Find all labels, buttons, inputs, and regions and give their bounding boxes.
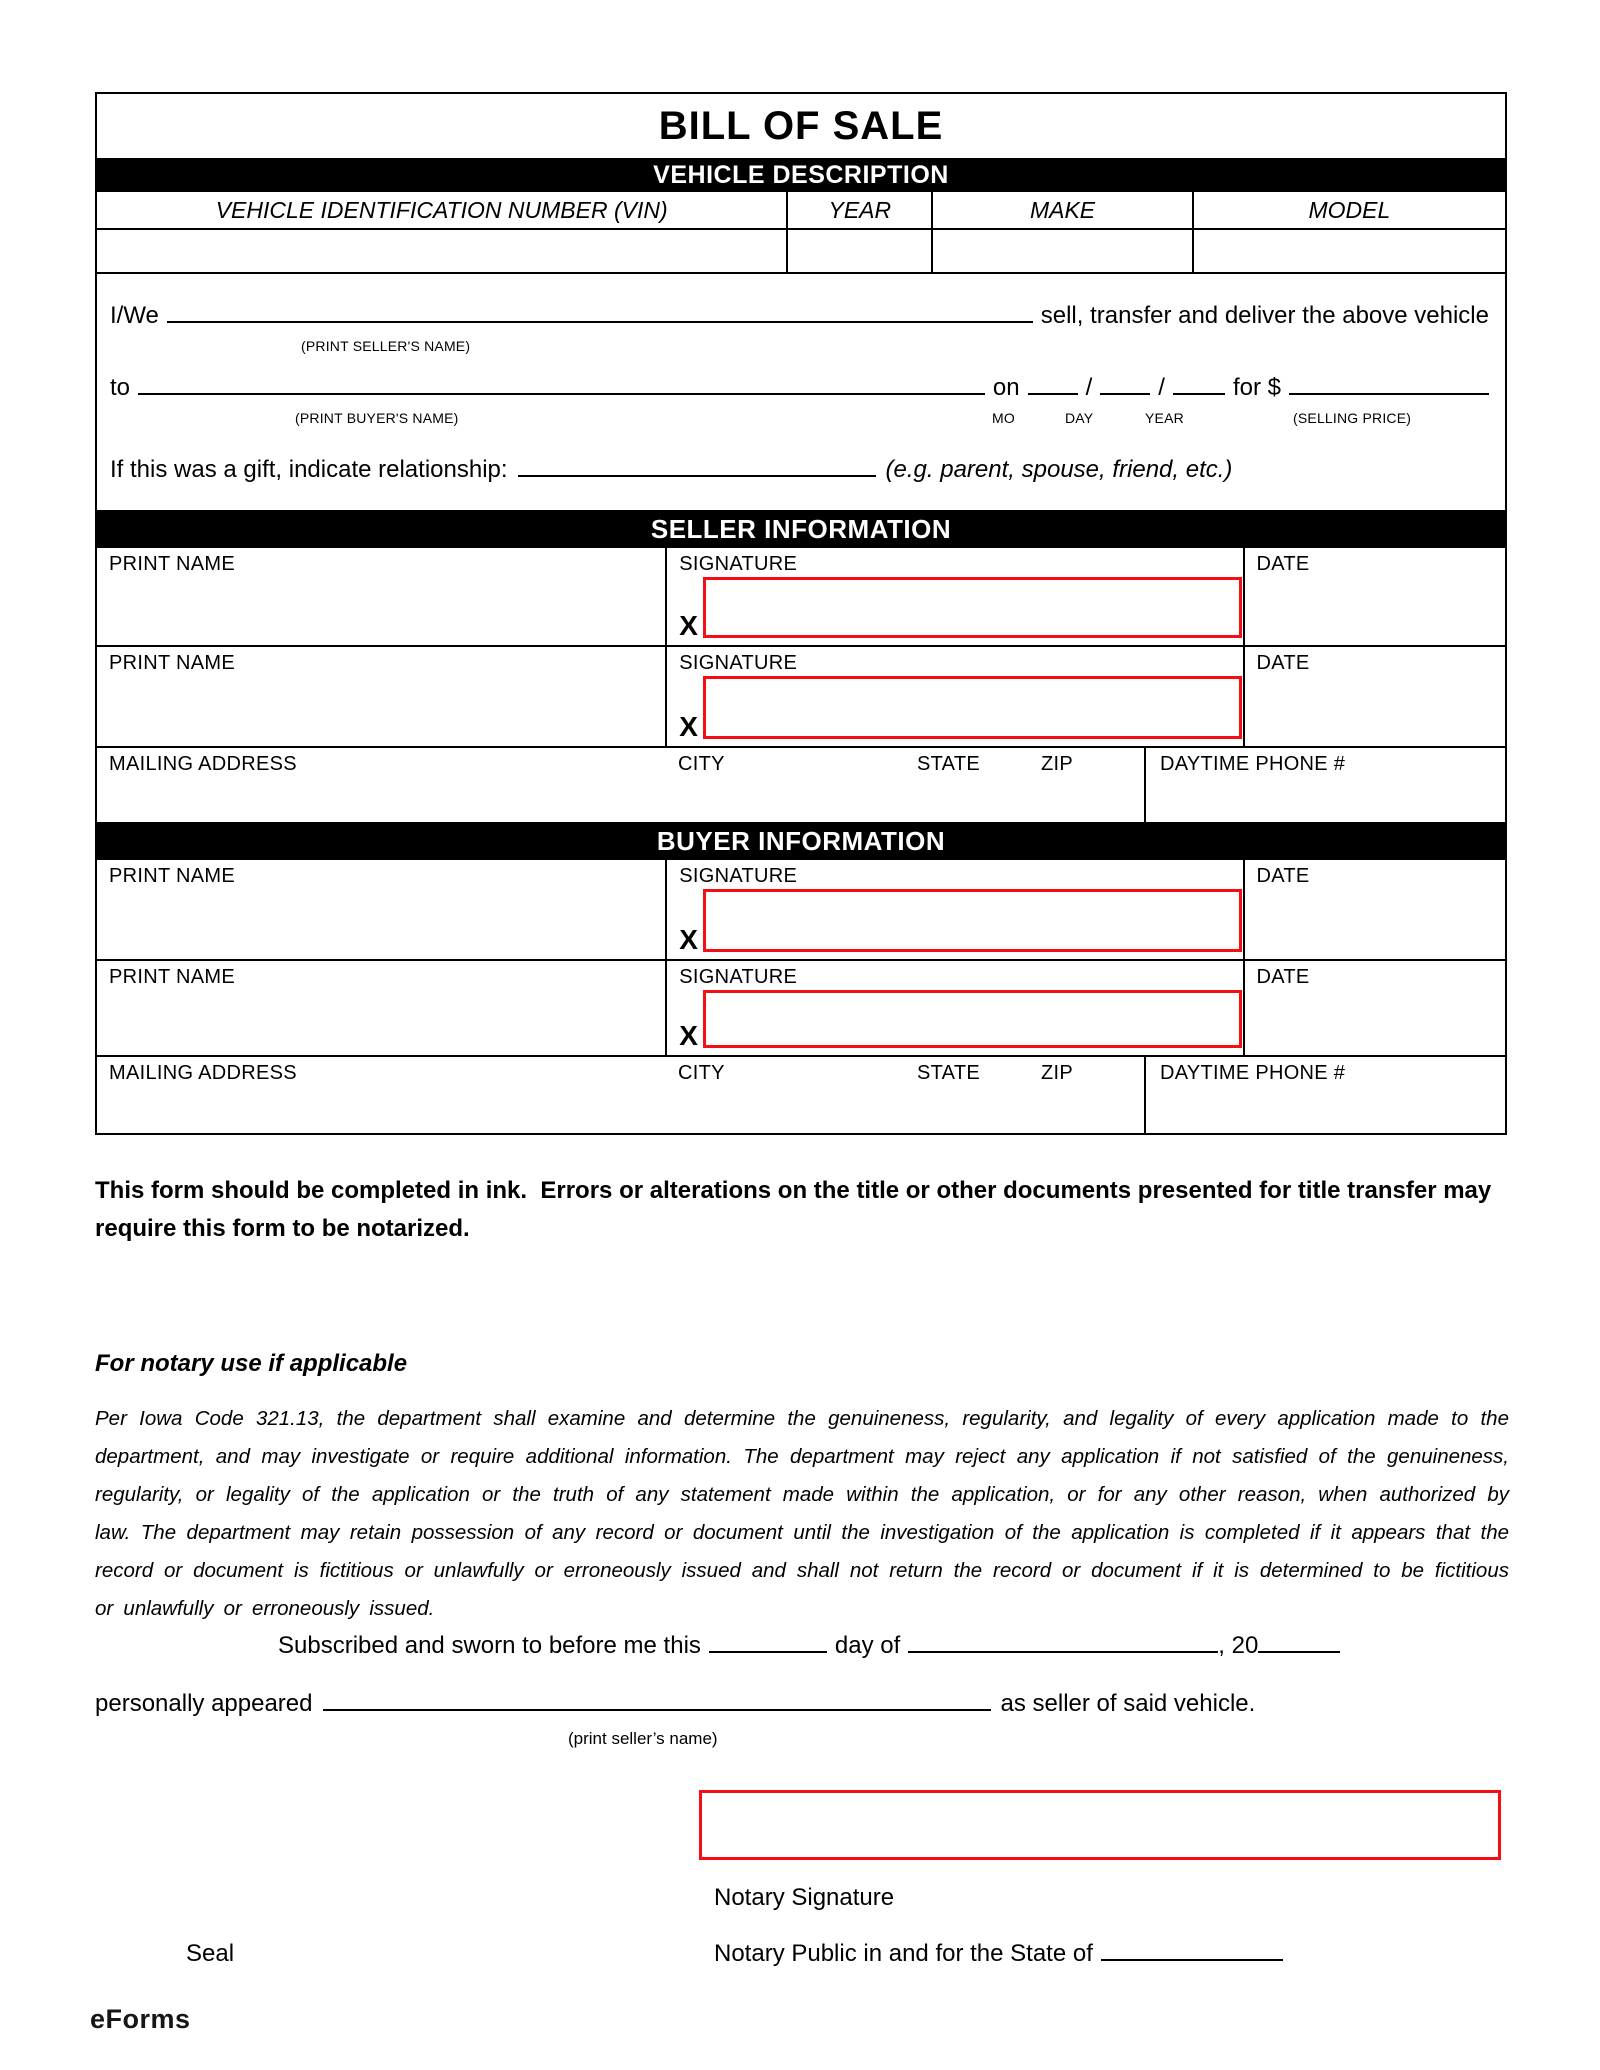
seller-phone-cell: DAYTIME PHONE # — [1159, 753, 1346, 775]
seal-label: Seal — [186, 1940, 235, 1967]
state-label: STATE — [917, 1062, 980, 1084]
notary-signature-field[interactable] — [699, 1790, 1501, 1860]
sell-transfer-text: sell, transfer and deliver the above vehicle — [1040, 302, 1489, 329]
buyer-signature-cell-2 — [667, 961, 1244, 1055]
buyer-print-name-1: PRINT NAME — [97, 860, 667, 959]
buyer-phone-cell: DAYTIME PHONE # — [1159, 1062, 1346, 1084]
notary-state-blank — [1101, 1957, 1283, 1961]
on-label: on — [992, 374, 1020, 401]
gift-line — [110, 456, 1232, 484]
model-column-header: MODEL — [1308, 196, 1391, 223]
gift-hint: (e.g. parent, spouse, friend, etc.) — [885, 456, 1233, 483]
sworn-statement-line — [278, 1632, 1340, 1660]
bill-of-sale-form — [95, 92, 1507, 1135]
gift-label: If this was a gift, indicate relationship: — [110, 456, 508, 483]
zip-label: ZIP — [1041, 1062, 1074, 1084]
print-seller-name-caption: (PRINT SELLER'S NAME) — [301, 338, 471, 354]
year-caption: YEAR — [1145, 410, 1184, 426]
vin-input-cell[interactable] — [97, 230, 788, 272]
buyer-row-1 — [97, 860, 1505, 961]
notary-public-label: Notary Public in and for the State of — [714, 1940, 1093, 1967]
seller-row-1 — [97, 548, 1505, 647]
to-label: to — [110, 374, 131, 401]
iwe-label: I/We — [110, 302, 159, 329]
buyer-signature-field-2[interactable] — [703, 990, 1241, 1048]
appeared-prefix: personally appeared — [95, 1690, 313, 1717]
personally-appeared-line — [95, 1690, 1255, 1718]
signature-label: SIGNATURE — [679, 966, 798, 988]
model-input-cell[interactable] — [1194, 230, 1505, 272]
date-slash-2: / — [1158, 374, 1165, 401]
seller-signature-cell-2 — [667, 647, 1244, 746]
seller-signature-cell-1 — [667, 548, 1244, 645]
buyer-print-name-2: PRINT NAME — [97, 961, 667, 1055]
x-mark: X — [679, 711, 699, 742]
notary-public-line — [714, 1940, 1283, 1968]
price-blank — [1289, 391, 1489, 395]
city-label: CITY — [678, 1062, 725, 1084]
buyer-name-blank — [138, 391, 985, 395]
seller-line — [110, 302, 1489, 330]
form-title-row — [97, 94, 1505, 158]
sworn-month-blank — [908, 1649, 1218, 1653]
gift-relationship-blank — [518, 473, 876, 477]
signature-label: SIGNATURE — [679, 865, 798, 887]
vehicle-table-header — [97, 192, 1505, 230]
buyer-date-1: DATE — [1256, 865, 1310, 887]
seller-date-2: DATE — [1256, 652, 1310, 674]
mailing-address-label: MAILING ADDRESS — [109, 1062, 297, 1084]
seller-information-bar: SELLER INFORMATION — [97, 510, 1505, 548]
buyer-row-2 — [97, 961, 1505, 1057]
sworn-prefix: Subscribed and sworn to before me this — [278, 1632, 701, 1659]
notary-use-heading: For notary use if applicable — [95, 1350, 408, 1377]
sworn-day-blank — [709, 1649, 827, 1653]
vin-column-header: VEHICLE IDENTIFICATION NUMBER (VIN) — [97, 192, 788, 228]
zip-label: ZIP — [1041, 753, 1074, 775]
seller-mailing-row — [97, 748, 1505, 822]
ink-notice: This form should be completed in ink. Errors or alterations on the title or other documents presented for title transfer may require this form to be notarized. — [95, 1177, 1492, 1242]
signature-label: SIGNATURE — [679, 553, 798, 575]
seller-mailing-cell — [97, 748, 1146, 822]
make-input-cell[interactable] — [933, 230, 1193, 272]
as-seller-text: as seller of said vehicle. — [1000, 1690, 1256, 1717]
for-price-label: for $ — [1232, 374, 1281, 401]
transfer-statement-section — [97, 274, 1505, 510]
year-20-label: , 20 — [1218, 1632, 1259, 1659]
signature-label: SIGNATURE — [679, 652, 798, 674]
notary-signature-label: Notary Signature — [714, 1884, 895, 1911]
x-mark: X — [679, 610, 699, 641]
year-blank — [1173, 391, 1225, 395]
day-blank — [1100, 391, 1150, 395]
x-mark: X — [679, 1020, 699, 1051]
buyer-signature-field-1[interactable] — [703, 889, 1241, 952]
date-slash-1: / — [1085, 374, 1093, 401]
seller-print-name-1: PRINT NAME — [97, 548, 667, 645]
mo-caption: MO — [992, 410, 1015, 426]
buyer-date-2: DATE — [1256, 966, 1310, 988]
year-input-cell[interactable] — [788, 230, 933, 272]
buyer-information-bar: BUYER INFORMATION — [97, 822, 1505, 860]
selling-price-caption: (SELLING PRICE) — [1293, 410, 1412, 426]
buyer-signature-cell-1 — [667, 860, 1244, 959]
city-label: CITY — [678, 753, 725, 775]
form-title: BILL OF SALE — [658, 103, 944, 148]
buyer-mailing-cell — [97, 1057, 1146, 1133]
iowa-code-paragraph: Per Iowa Code 321.13, the department shall examine and determine the genuineness, regularity, and legality of every application made to the department, and may investigate or require additional information. The department may reject any application if not satisfied of the genuineness, regularity, or legality of the application or the truth of any statement made within the application, or for any other reason, when authorized by law. The department may retain possession of any record or document until the investigation of the application is completed if it appears that the record or document is fictitious or unlawfully or erroneously issued and shall not return the record or document if it is determined to be fictitious or unlawfully or erroneously issued. — [95, 1407, 1509, 1620]
seller-name-blank — [167, 319, 1033, 323]
day-caption: DAY — [1065, 410, 1094, 426]
buyer-mailing-row — [97, 1057, 1505, 1133]
seller-signature-field-2[interactable] — [703, 676, 1241, 739]
mailing-address-label: MAILING ADDRESS — [109, 753, 297, 775]
print-buyer-name-caption: (PRINT BUYER'S NAME) — [295, 410, 459, 426]
state-label: STATE — [917, 753, 980, 775]
seller-row-2 — [97, 647, 1505, 748]
buyer-line — [110, 374, 1489, 402]
eforms-logo: eForms — [90, 2004, 191, 2034]
seller-date-1: DATE — [1256, 553, 1310, 575]
year-column-header: YEAR — [788, 192, 933, 228]
print-seller-name-caption-bottom: (print seller’s name) — [568, 1729, 718, 1748]
vehicle-description-bar: VEHICLE DESCRIPTION — [97, 158, 1505, 192]
appeared-name-blank — [323, 1707, 991, 1711]
seller-signature-field-1[interactable] — [703, 577, 1241, 638]
month-blank — [1028, 391, 1078, 395]
day-of-label: day of — [834, 1632, 901, 1659]
make-column-header: MAKE — [933, 192, 1193, 228]
vehicle-table-input-row — [97, 230, 1505, 274]
sworn-year-blank — [1258, 1649, 1340, 1653]
x-mark: X — [679, 924, 699, 955]
seller-print-name-2: PRINT NAME — [97, 647, 667, 746]
